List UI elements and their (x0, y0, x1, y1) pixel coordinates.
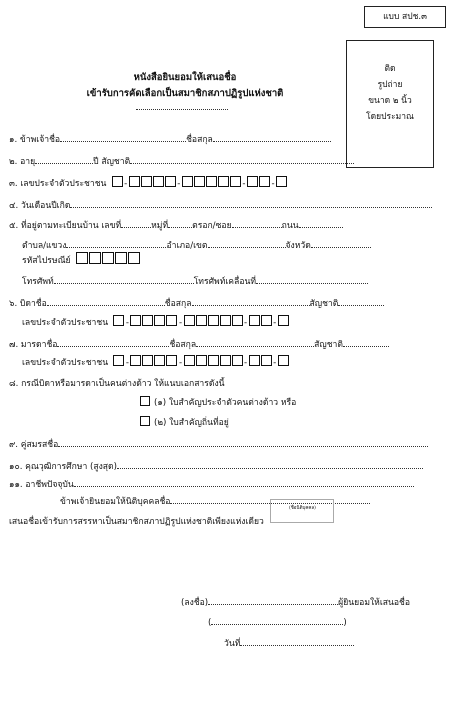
consent-text-2: เสนอชื่อเข้ารับการสรรหาเป็นสมาชิกสภาปฏิรูปแห่งชาติเพียงแห่งเดียว (9, 517, 264, 527)
field-occupation-label: ๑๑. อาชีพปัจจุบัน (9, 480, 74, 490)
field-id-label: ๓. เลขประจำตัวประชาชน (9, 179, 107, 189)
signature-input-line[interactable] (208, 595, 338, 605)
option-alien-card[interactable] (140, 395, 296, 409)
form-code-box: แบบ สปช.๓ (364, 6, 446, 28)
father-nationality-input-line[interactable] (338, 296, 384, 306)
field-father-id-row (22, 315, 289, 329)
field-id-row (9, 176, 288, 190)
field-dob-label: ๔. วันเดือนปีเกิด (9, 201, 71, 211)
field-nationality-label: ปี สัญชาติ (93, 157, 131, 167)
field-name-row (9, 132, 331, 146)
dob-input-line[interactable] (70, 198, 432, 208)
mother-id-boxes[interactable]: - - - - (113, 358, 289, 368)
road-input-line[interactable] (299, 218, 343, 228)
field-spouse-label: ๙. คู่สมรสชื่อ (9, 440, 59, 450)
field-address-row-1 (9, 218, 343, 232)
consent-text-1: ข้าพเจ้ายินยอมให้นิติบุคคลชื่อ (60, 497, 171, 507)
soi-input-line[interactable] (232, 218, 282, 228)
form-subtitle: เข้ารับการคัดเลือกเป็นสมาชิกสภาปฏิรูปแห่งชาติ (86, 88, 284, 99)
field-province-label: จังหวัด (285, 241, 311, 251)
field-moo-label: หมู่ที่ (151, 221, 169, 231)
residence-cert-label: (๒) ใบสำคัญถิ่นที่อยู่ (154, 418, 229, 428)
field-spouse-row (9, 437, 428, 451)
sign-label: (ลงชื่อ) (181, 598, 209, 608)
field-surname-label: ชื่อสกุล (186, 135, 213, 145)
field-postcode-label: รหัสไปรษณีย์ (22, 256, 71, 266)
printed-name-row: ( ) (208, 615, 347, 628)
mother-nationality-input-line[interactable] (343, 337, 389, 347)
field-postcode-row (22, 252, 140, 267)
field-father-row (9, 296, 384, 310)
field-tambon-label: ตำบล/แขวง (22, 241, 67, 251)
field-father-label: ๖. บิดาชื่อ (9, 299, 47, 309)
father-surname-input-line[interactable] (192, 296, 310, 306)
spouse-input-line[interactable] (58, 437, 428, 447)
postcode-boxes[interactable] (75, 256, 140, 266)
nationality-input-line[interactable] (130, 154, 354, 164)
field-mother-surname-label: ชื่อสกุล (169, 340, 197, 350)
father-name-input-line[interactable] (47, 296, 165, 306)
id-number-boxes[interactable]: - - - - (111, 179, 287, 189)
field-amphoe-label: อำเภอ/เขต (166, 241, 208, 251)
juristic-name-stamp (270, 499, 334, 523)
title-underline (136, 100, 228, 113)
field-dob-row (9, 198, 432, 212)
option-residence-cert[interactable] (140, 415, 229, 429)
father-id-boxes[interactable]: - - - - (113, 318, 289, 328)
printed-name-input-line[interactable] (211, 615, 343, 625)
field-age-label: ๒. อายุ (9, 157, 36, 167)
field-occupation-row (9, 477, 414, 491)
consenter-label: ผู้ยินยอมให้เสนอชื่อ (338, 598, 411, 608)
field-father-id-label: เลขประจำตัวประชาชน (22, 318, 109, 328)
form-title: หนังสือยินยอมให้เสนอชื่อ (133, 72, 237, 83)
date-label: วันที่ (224, 639, 241, 649)
residence-cert-checkbox[interactable] (140, 416, 150, 426)
field-mother-nationality-label: สัญชาติ (314, 340, 343, 350)
field-education-row (9, 459, 423, 473)
tambon-input-line[interactable] (66, 238, 166, 248)
education-input-line[interactable] (117, 459, 423, 469)
mother-name-input-line[interactable] (57, 337, 169, 347)
field-address-label: ๕. ที่อยู่ตามทะเบียนบ้าน เลขที่ (9, 221, 122, 231)
photo-line-1: ติด (384, 64, 396, 74)
date-row (224, 636, 354, 650)
photo-line-2: รูปถ่าย (377, 80, 403, 90)
signature-row (181, 595, 410, 609)
field-father-surname-label: ชื่อสกุล (164, 299, 192, 309)
amphoe-input-line[interactable] (208, 238, 286, 248)
field-mobile-label: โทรศัพท์เคลื่อนที่ (193, 277, 257, 287)
field-soi-label: ตรอก/ซอย (192, 221, 232, 231)
alien-card-checkbox[interactable] (140, 396, 150, 406)
province-input-line[interactable] (311, 238, 371, 248)
photo-line-4: โดยประมาณ (366, 112, 414, 122)
age-input-line[interactable] (35, 154, 93, 164)
house-no-input-line[interactable] (121, 218, 151, 228)
field-address-row-2 (22, 238, 371, 252)
photo-placeholder (346, 40, 434, 168)
field-road-label: ถนน (281, 221, 299, 231)
photo-line-3: ขนาด ๒ นิ้ว (368, 96, 412, 106)
field-father-nationality-label: สัญชาติ (309, 299, 339, 309)
field-age-row (9, 154, 354, 168)
phone-input-line[interactable] (54, 274, 194, 284)
field-mother-id-label: เลขประจำตัวประชาชน (22, 358, 109, 368)
name-input-line[interactable] (60, 132, 186, 142)
field-phone-label: โทรศัพท์ (22, 277, 54, 287)
alien-card-label: (๑) ใบสำคัญประจำตัวคนต่างด้าว หรือ (154, 398, 297, 408)
consent-row-2 (9, 514, 264, 528)
field-foreign-parent-label: ๘. กรณีบิดาหรือมารดาเป็นคนต่างด้าว ให้แนบเอกสารดังนี้ (9, 379, 225, 389)
mother-surname-input-line[interactable] (196, 337, 314, 347)
field-mother-label: ๗. มารดาชื่อ (9, 340, 58, 350)
field-mother-id-row (22, 355, 289, 369)
field-mother-row (9, 337, 389, 351)
field-phone-row (22, 274, 368, 288)
field-education-label: ๑๐. คุณวุฒิการศึกษา (สูงสุด) (9, 462, 117, 472)
stamp-label: (ชื่อนิติบุคคล) (289, 506, 316, 511)
surname-input-line[interactable] (213, 132, 331, 142)
occupation-input-line[interactable] (74, 477, 414, 487)
date-input-line[interactable] (240, 636, 354, 646)
field-name-label: ๑. ข้าพเจ้าชื่อ (9, 135, 61, 145)
moo-input-line[interactable] (168, 218, 192, 228)
mobile-input-line[interactable] (256, 274, 368, 284)
field-foreign-parent-row (9, 376, 225, 390)
